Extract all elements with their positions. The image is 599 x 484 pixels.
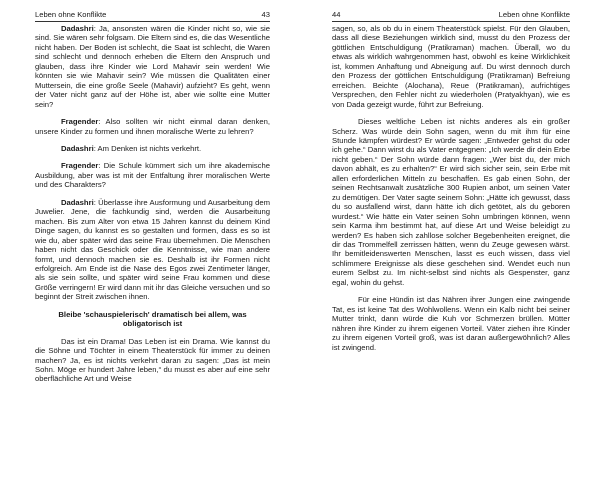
right-running-head bbox=[332, 10, 570, 22]
dialogue-text: : Ja, ansonsten wären die Kinder nicht so, wie sie sind. Sie wären sehr folgsam. Die Eltern sind es, die das Wesentliche nicht haben. Der Boden ist schlecht, die Saat ist schlecht, die Waren sind schlecht und dennoch erheben die Eltern den Anspruch und glauben, dass ihre Kinder wie Lord Mahavir sein werden! Wie könnten sie wie Mahavir sein? Wie müssen die Qualitäten einer Muttersein, die eine große Seele (Mahavir) aufzieht? Es geht, wenn der Vater nicht ganz auf der Höhe ist, aber wie sollte eine Mutter sein? bbox=[35, 24, 270, 109]
left-page-text bbox=[35, 24, 270, 384]
body-paragraph: Dieses weltliche Leben ist nichts anderes als ein großer Scherz. Was würde dein Sohn sagen, wenn du mit ihm für eine Stunde kämpfen würdest? Er würde sagen: „Entweder gehst du oder ich gehe.“ Dann wirst du als Vater entgegnen: „Ich werde dir dein Erbe nicht geben.“ Der Sohn würde dann fragen: „Wer bist du, der mich davon abhält, es zu erhalten?“ Er wird sich sicher sein, sein Erbe mit allen erforderlichen Mitteln zu beschaffen. Es gab einen Sohn, der seinen Rechtsanwalt zusätzliche 300 Rupien anbot, um seinen Vater zu demütigen. Der Vater sagte seinem Sohn: „Hätte ich gewusst, dass du so ausfallend wirst, dann hätte ich dich getötet, als du geboren wurdest.“ Wie hätte ein Vater seinen Sohn umbringen können, wenn sein Karma ihm bestimmt hat, auf diese Art und Weise beleidigt zu werden? Es haben sich zahllose solcher Begebenheiten ereignet, die dir das Trommelfell zerrissen hätten, wenn du Zeuge gewesen wärst. Ihr bemitleidenswerten Menschen, lasst es euch wissen, dass viel schlimmere Ereignisse als diese geschehen sind. Wendet euch nun eurem Selbst zu. Im nicht-selbst sind nichts als Gespenster, ganz egal, wohin du gehst. bbox=[332, 117, 570, 287]
left-page bbox=[35, 10, 270, 480]
dialogue-paragraph bbox=[35, 117, 270, 136]
dialogue-text: : Überlasse ihre Ausformung und Ausarbeitung dem Juwelier. Jene, die fachkundig sind, werden die Ausarbeitung machen. Bis zum Alter von etwa 15 Jahren kannst du deinem Kind Dinge sagen, du kannst es so gestalten und formen, dass es so ist wie du, aber später wird das seine Frau übernehmen. Die Menschen haben nicht das Geschick oder die Kenntnisse, wie man andere formt, und dennoch machen sie es. Deshalb ist ihr Formen nicht erfolgreich. Am Ende ist die Nase des Egos zwei Zentimeter länger, als sie sein sollte, und später wird seine Frau kommen und diese Größe verringern! Er wird dann mit ihr das Gleiche versuchen und so beginnt der Streit zwischen ihnen. bbox=[35, 197, 270, 302]
speaker-label: Fragender bbox=[61, 117, 99, 127]
dialogue-paragraph bbox=[35, 161, 270, 189]
body-paragraph: Das ist ein Drama! Das Leben ist ein Drama. Wie kannst du die Söhne und Töchter in einem Theaterstück für immer zu deinen machen? Ja, es ist nichts verkehrt daran zu sagen: „Das ist mein Sohn. Möge er hundert Jahre leben,“ du musst es aber auf eine sehr oberflächliche Art und Weise bbox=[35, 336, 270, 384]
speaker-label: Dadashri bbox=[61, 24, 94, 33]
left-page-number: 43 bbox=[261, 10, 270, 19]
body-paragraph: sagen, so, als ob du in einem Theaterstück spielst. Für den Glauben, dass all diese Beziehungen wirklich sind, musst du den Prozess der göttlichen Entschuldigung (Pratikraman) machen. Überall, wo du etwas als wirklich wahrgenommen hast, obwohl es keine Wirklichkeit ist, kommen Anhaftung und Abneigung auf. Du wirst dennoch durch den Prozess der göttlichen Entschuldigung (Pratikraman) Befreiung erreichen. Beichte (Alochana), Reue (Pratikraman), aufrichtiges Versprechen, den Fehler nicht zu wiederholen (Pratyakhyan), wie es von Dada gezeigt wurde, führt zur Befreiung. bbox=[332, 24, 570, 109]
speaker-label: Dadashri bbox=[61, 197, 94, 207]
body-paragraph: Für eine Hündin ist das Nähren ihrer Jungen eine zwingende Tat, es ist keine Tat des Wohlwollens. Wenn ein Kalb nicht bei seiner Mutter trinkt, dann würde die Kuh vor Schmerzen brüllen. Mütter nähren ihre Kinder zu ihrem eigenen Vorteil. Väter ziehen ihre Kinder zu ihrem eigenen Vorteil groß, was ist daran außergewöhnlich? Alles ist zwingend. bbox=[332, 295, 570, 352]
speaker-label: Fragender bbox=[61, 161, 99, 171]
right-page-text bbox=[332, 24, 570, 352]
dialogue-text: : Die Schule kümmert sich um ihre akademische Ausbildung, aber was ist mit der Entfaltung ihrer moralischen Werte und des Charakters? bbox=[35, 161, 270, 190]
right-page-number: 44 bbox=[332, 10, 341, 19]
right-page bbox=[332, 10, 570, 480]
right-header-title: Leben ohne Konflikte bbox=[498, 10, 570, 19]
dialogue-text: : Am Denken ist nichts verkehrt. bbox=[93, 143, 202, 153]
dialogue-paragraph bbox=[35, 198, 270, 302]
left-running-head bbox=[35, 10, 270, 22]
dialogue-text: : Also sollten wir nicht einmal daran denken, unsere Kinder zu formen und ihnen moralische Werte zu lehren? bbox=[35, 117, 270, 136]
section-heading: Bleibe 'schauspielerisch' dramatisch bei allem, was obligatorisch ist bbox=[58, 309, 247, 329]
dialogue-paragraph bbox=[35, 24, 270, 109]
left-header-title: Leben ohne Konflikte bbox=[35, 10, 107, 19]
dialogue-paragraph bbox=[35, 144, 270, 153]
speaker-label: Dadashri bbox=[61, 143, 94, 153]
